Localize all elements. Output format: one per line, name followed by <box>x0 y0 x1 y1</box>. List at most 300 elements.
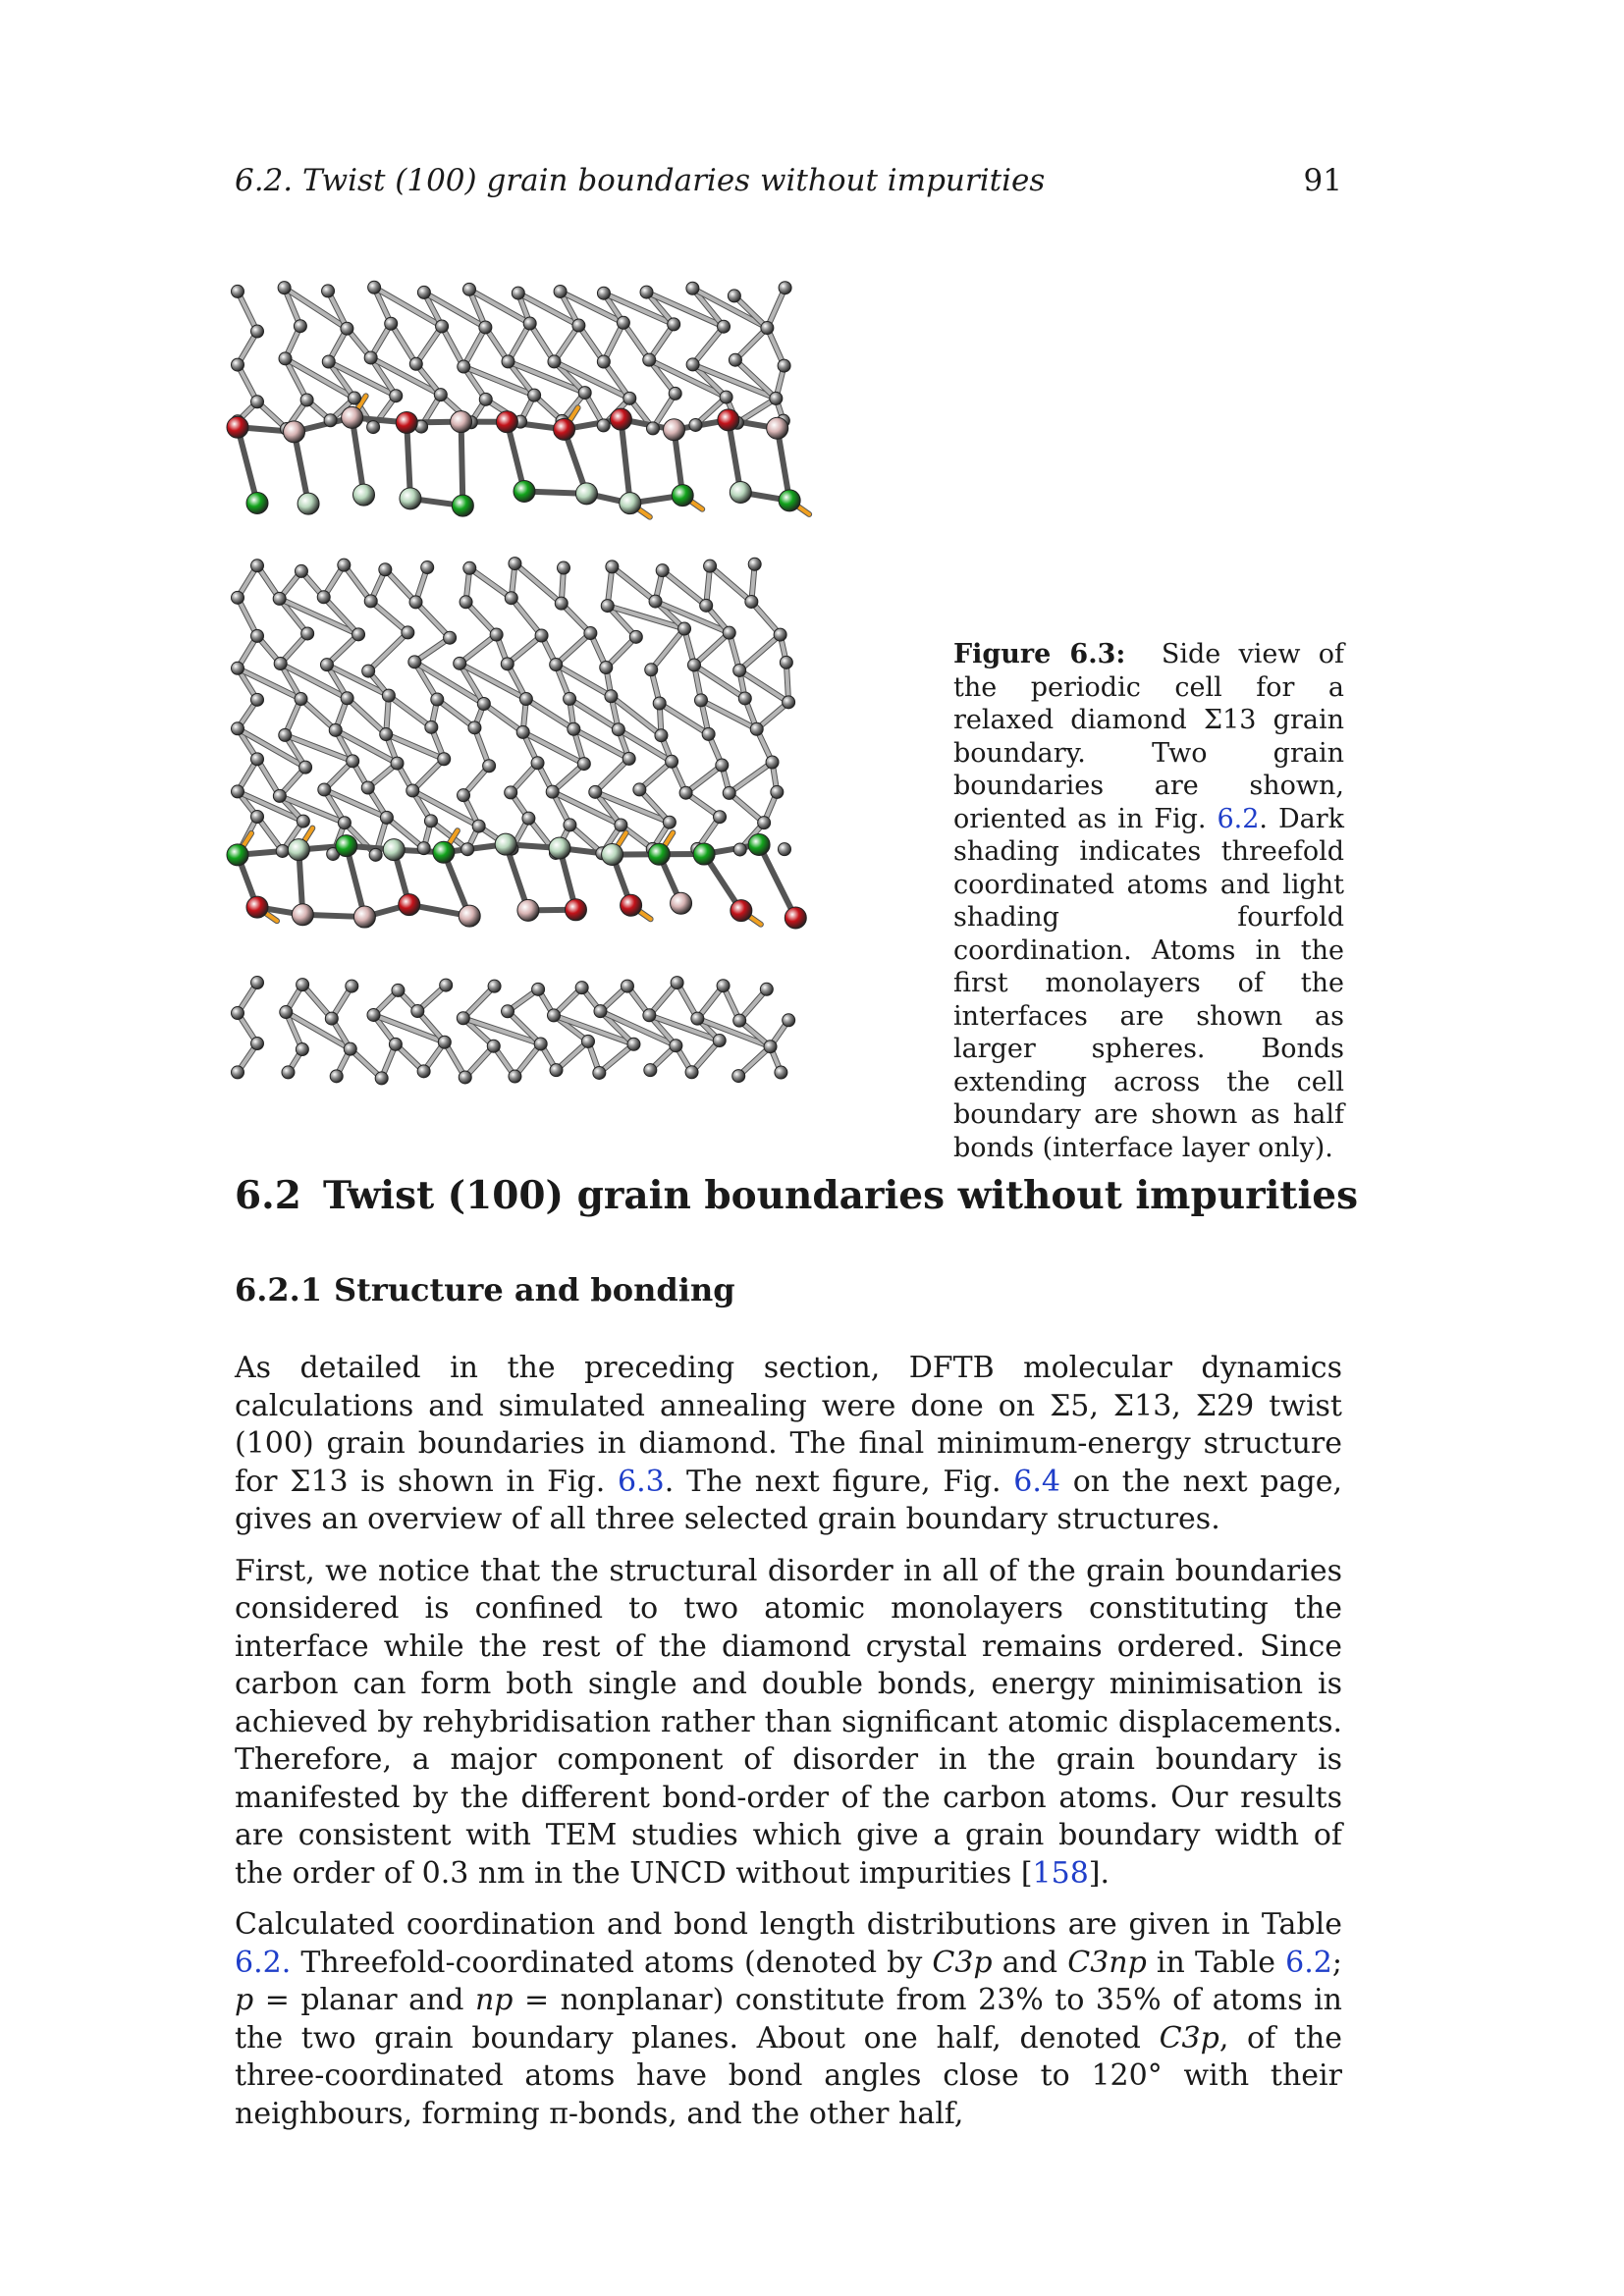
bulk-atom <box>775 1066 787 1079</box>
bulk-atom <box>324 414 337 427</box>
bulk-atom <box>406 784 419 797</box>
bulk-atom <box>282 1066 295 1079</box>
fig-6-3-link[interactable]: 6.3 <box>618 1464 665 1499</box>
paragraph-3 <box>235 1906 1342 2133</box>
bond-bulk <box>371 601 408 632</box>
interface-atom-top <box>227 416 248 438</box>
bulk-atom <box>460 596 472 609</box>
interface-atom-bottom <box>336 835 357 857</box>
bulk-atom <box>458 360 470 373</box>
bulk-atom <box>424 815 437 828</box>
bulk-atom <box>728 290 740 302</box>
bond-bulk <box>368 632 407 670</box>
bulk-atom <box>380 811 393 824</box>
bulk-atom <box>666 755 678 768</box>
bulk-atom <box>523 317 536 330</box>
bulk-atom <box>761 322 774 335</box>
bulk-atom <box>733 843 746 856</box>
interface-atom-top <box>496 411 517 433</box>
running-title: 6.2. Twist (100) grain boundaries without impurities <box>235 163 1046 198</box>
bulk-atom <box>297 815 309 828</box>
interface-atom-bottom <box>693 843 715 865</box>
bulk-atom <box>589 785 602 798</box>
bulk-atom <box>505 786 517 799</box>
bulk-atom <box>732 1070 745 1083</box>
bulk-atom <box>472 820 485 832</box>
bulk-atom <box>468 721 481 734</box>
bond-bulk <box>694 633 730 666</box>
bulk-atom <box>369 848 382 861</box>
bulk-atom <box>367 1008 380 1021</box>
bulk-atom <box>232 1066 244 1079</box>
interface-atom-bottom <box>459 905 480 927</box>
bulk-atom <box>568 722 580 735</box>
interface-atom-top <box>730 482 751 504</box>
bulk-atom <box>600 661 613 673</box>
bond-interface-bottom-outline <box>759 844 795 918</box>
bulk-atom <box>766 756 779 769</box>
p1-text-a: As detailed in the preceding section, DFTB molecular dynamics calculations and simulated annealing were done on Σ5, Σ13, Σ29 twist (100) grain boundaries in diamond. The final minimum-energy structure for Σ13 is shown in Fig. <box>235 1351 1342 1499</box>
bulk-atom <box>688 659 701 671</box>
bulk-atom <box>640 286 653 298</box>
bulk-atom <box>621 980 633 992</box>
bulk-atom <box>232 285 244 297</box>
table-6-2-link[interactable]: 6.2. <box>235 1945 292 1980</box>
bond-bulk <box>460 635 496 664</box>
bulk-atom <box>564 692 576 705</box>
interface-atom-top <box>246 492 268 513</box>
bulk-atom <box>362 665 375 677</box>
bulk-atom <box>431 693 444 706</box>
interface-atom-bottom <box>602 843 623 865</box>
bulk-atom <box>330 1070 343 1083</box>
bulk-atom <box>408 656 421 668</box>
bulk-atom <box>771 785 784 798</box>
bulk-atom <box>276 844 289 857</box>
interface-atom-top <box>451 411 472 433</box>
grain-boundary-structure <box>218 278 837 1102</box>
bulk-atom <box>417 286 430 298</box>
bulk-atom <box>623 392 636 404</box>
bulk-atom <box>779 282 791 294</box>
bulk-atom <box>729 353 741 366</box>
bulk-atom <box>578 387 591 400</box>
bulk-atom <box>411 1005 424 1018</box>
bulk-atom <box>643 353 656 366</box>
bulk-atom <box>385 317 398 330</box>
bulk-atom <box>685 1066 698 1079</box>
interface-atom-top <box>718 409 739 431</box>
bulk-atom <box>780 656 792 668</box>
bond-bulk <box>514 563 561 604</box>
citation-158-link[interactable]: 158 <box>1032 1855 1089 1891</box>
caption-fig-link[interactable]: 6.2 <box>1217 803 1260 834</box>
page-number: 91 <box>1303 163 1342 198</box>
bulk-atom <box>522 812 535 825</box>
bulk-atom <box>483 760 496 773</box>
interface-atom-bottom <box>621 894 642 916</box>
bulk-atom <box>425 721 438 733</box>
bulk-atom <box>714 811 727 824</box>
bond-bulk <box>389 696 431 727</box>
bulk-atom <box>535 629 548 642</box>
bulk-atom <box>760 983 773 995</box>
bulk-atom <box>280 1006 293 1019</box>
interface-atom-top <box>575 483 597 505</box>
bulk-atom <box>299 761 312 774</box>
c3np-term: C3np <box>1067 1945 1147 1980</box>
bulk-atom <box>352 628 365 641</box>
bulk-atom <box>279 352 292 365</box>
bulk-atom <box>531 757 544 770</box>
interface-atom-top <box>284 421 305 443</box>
p3-text-f: = nonplanar) constitute from 23% to 35% of atoms in the two grain boundary planes. About one half, denoted <box>235 1983 1342 2056</box>
interface-atom-bottom <box>671 892 692 914</box>
bulk-atom <box>502 355 514 368</box>
bulk-atom <box>279 728 292 741</box>
interface-atom-bottom <box>549 837 570 859</box>
bulk-atom <box>502 1005 514 1018</box>
bulk-atom <box>251 693 264 706</box>
section-heading <box>235 1173 1358 1218</box>
bond-bulk <box>348 698 387 734</box>
bond-bulk <box>469 568 511 598</box>
bulk-atom <box>389 1038 402 1050</box>
bulk-atom <box>322 285 335 297</box>
bulk-atom <box>644 1064 657 1077</box>
bulk-atom <box>528 389 541 401</box>
p2-text-b: ]. <box>1088 1855 1110 1891</box>
bulk-atom <box>633 783 646 796</box>
bulk-atom <box>375 1072 388 1085</box>
bulk-atom <box>488 980 501 992</box>
caption-text-rest: . Dark shading indicates threefold coordinated atoms and light shading fourfold coordination. Atoms in the first monolayers of the interfaces are shown as larger spheres. Bonds extending across the cell boundary are shown as half bonds (interface layer only). <box>953 803 1344 1163</box>
bulk-atom <box>461 843 474 856</box>
bulk-atom <box>341 322 353 335</box>
bulk-atom <box>409 596 422 609</box>
bulk-atom <box>344 1042 356 1055</box>
bulk-atom <box>778 843 790 856</box>
bond-bulk <box>416 602 451 637</box>
bulk-atom <box>232 662 244 674</box>
interface-atom-top <box>767 417 788 439</box>
bulk-atom <box>695 694 708 707</box>
bond-bulk <box>693 327 724 365</box>
bulk-atom <box>251 977 264 989</box>
interface-atom-bottom <box>748 833 770 855</box>
bulk-atom <box>338 559 351 571</box>
bulk-atom <box>463 283 476 295</box>
bulk-atom <box>670 1040 682 1052</box>
bulk-atom <box>300 394 313 406</box>
bulk-atom <box>444 631 457 644</box>
interface-atom-bottom <box>495 833 516 855</box>
bulk-atom <box>409 357 422 370</box>
bulk-atom <box>325 1012 338 1025</box>
bulk-atom <box>274 658 287 670</box>
bond-bulk <box>442 326 463 366</box>
interface-atom-top <box>342 406 363 428</box>
bulk-atom <box>723 626 735 639</box>
bond-interface-top-outline <box>621 419 629 504</box>
bulk-atom <box>301 627 314 640</box>
bulk-atom <box>671 977 683 989</box>
bulk-atom <box>554 285 567 297</box>
subsection-title: Structure and bonding <box>334 1271 735 1308</box>
interface-atom-bottom <box>731 900 752 922</box>
bulk-atom <box>720 391 732 403</box>
bulk-atom <box>593 1066 606 1079</box>
bulk-atom <box>783 1014 795 1027</box>
bulk-atom <box>597 419 610 432</box>
c3p-term-2: C3p <box>1159 2020 1219 2056</box>
bulk-atom <box>251 396 264 408</box>
fig-6-4-link[interactable]: 6.4 <box>1013 1464 1060 1499</box>
bulk-atom <box>547 1009 560 1022</box>
interface-atom-bottom <box>292 904 313 926</box>
bulk-atom <box>678 622 691 635</box>
bond-interface-top-outline <box>461 422 463 506</box>
bond-bulk <box>612 566 655 601</box>
np-term: np <box>474 1983 514 2017</box>
interface-atom-bottom <box>517 899 539 921</box>
body-text <box>235 1350 1342 2147</box>
interface-atom-top <box>779 490 800 511</box>
bulk-atom <box>438 753 451 766</box>
bulk-atom <box>380 728 393 741</box>
bulk-atom <box>778 359 790 372</box>
bond-bulk <box>710 566 751 602</box>
interface-atom-bottom <box>383 839 405 861</box>
bulk-atom <box>251 325 264 338</box>
p3-text-e: = planar and <box>253 1983 475 2017</box>
bulk-atom <box>555 597 568 610</box>
bulk-atom <box>501 658 514 670</box>
bulk-atom <box>716 759 729 772</box>
bulk-atom <box>643 1009 656 1022</box>
bulk-atom <box>629 630 642 643</box>
bulk-atom <box>691 1012 704 1025</box>
bulk-atom <box>627 1038 640 1050</box>
bulk-atom <box>597 287 610 299</box>
bond-bulk <box>730 762 773 792</box>
bond-bulk <box>595 759 628 792</box>
bulk-atom <box>505 592 517 605</box>
bulk-atom <box>457 1012 469 1025</box>
bulk-atom <box>601 600 614 613</box>
bulk-atom <box>594 1005 607 1018</box>
p1-text-b: . The next figure, Fig. <box>664 1464 1014 1499</box>
subsection-number: 6.2.1 <box>235 1271 323 1308</box>
bulk-atom <box>322 355 335 368</box>
bulk-atom <box>361 781 374 794</box>
bulk-atom <box>477 698 490 711</box>
caption-text: Side view of the periodic cell for a relaxed diamond Σ13 grain boundary. Two grain boundaries are shown, oriented as in Fig. <box>953 639 1344 834</box>
bulk-atom <box>278 282 291 294</box>
bond-bulk <box>512 598 542 635</box>
bulk-atom <box>390 390 403 402</box>
bulk-atom <box>509 558 521 570</box>
bulk-atom <box>686 282 699 294</box>
bulk-atom <box>606 561 619 573</box>
bulk-atom <box>512 287 524 299</box>
p3-text-b: Threefold-coordinated atoms (denoted by <box>291 1945 933 1980</box>
bulk-atom <box>295 564 307 577</box>
bulk-atom <box>434 389 447 401</box>
p2-text-a: First, we notice that the structural disorder in all of the grain boundaries considered is confined to two atomic monolayers constituting the interface while the rest of the diamond crystal remains ordered. Since carbon can form both single and double bonds, energy minimisation is achieved by rehybridisation rather than significant atomic displacements. Therefore, a major component of disorder in the grain boundary is manifested by the different bond-order of the carbon atoms. Our results are consistent with TEM studies which give a grain boundary width of the order of 0.3 nm in the UNCD without impurities [ <box>235 1553 1342 1891</box>
p1-text-c: on the next page, gives an overview of all three selected grain boundary structures. <box>235 1464 1342 1536</box>
bond-bulk <box>391 324 416 364</box>
bulk-atom <box>232 358 244 371</box>
bulk-atom <box>320 659 333 671</box>
paragraph-1 <box>235 1350 1342 1539</box>
bulk-atom <box>723 786 735 799</box>
section-number: 6.2 <box>235 1173 301 1218</box>
bulk-atom <box>379 563 392 576</box>
bulk-atom <box>509 1070 521 1083</box>
bulk-atom <box>713 1035 726 1047</box>
interface-atom-top <box>514 481 535 503</box>
bulk-atom <box>382 689 395 702</box>
bulk-atom <box>232 591 244 604</box>
figure-label: Figure 6.3: <box>953 639 1126 669</box>
bulk-atom <box>232 722 244 735</box>
interface-atom-bottom <box>648 843 670 865</box>
bulk-atom <box>645 664 658 676</box>
bond-bulk <box>484 704 523 732</box>
bulk-atom <box>704 560 717 572</box>
bulk-atom <box>459 1071 471 1084</box>
bulk-atom <box>440 979 453 991</box>
bulk-atom <box>615 819 627 831</box>
bulk-atom <box>750 722 763 735</box>
bulk-atom <box>295 693 307 706</box>
bulk-atom <box>402 626 414 639</box>
bulk-atom <box>748 558 761 570</box>
bulk-atom <box>770 392 783 404</box>
bulk-atom <box>487 1040 500 1052</box>
subsection-heading <box>235 1271 735 1308</box>
bulk-atom <box>232 785 244 798</box>
bulk-atom <box>581 1035 594 1047</box>
bulk-atom <box>458 789 470 802</box>
bulk-atom <box>438 1036 451 1048</box>
bonds-layer <box>238 288 809 1079</box>
p3-text-d: ; <box>1331 1945 1342 1980</box>
bulk-atom <box>338 817 351 829</box>
bulk-atom <box>417 842 430 855</box>
p3-text-c: in Table <box>1146 1945 1286 1980</box>
bulk-atom <box>421 561 434 574</box>
bulk-atom <box>364 595 377 608</box>
bulk-atom <box>251 629 264 642</box>
bulk-atom <box>318 783 331 796</box>
bulk-atom <box>646 422 659 435</box>
bulk-atom <box>273 592 286 605</box>
interface-atom-bottom <box>433 841 455 863</box>
p-term: p <box>235 1983 254 2017</box>
bulk-atom <box>557 561 569 574</box>
p3-text-and: and <box>992 1945 1068 1980</box>
bulk-atom <box>349 392 361 404</box>
bulk-atom <box>516 725 529 738</box>
interface-atom-top <box>554 418 575 440</box>
p3-text-g: , of the three-coordinated atoms have bond angles close to 120° with their neighbours, forming π-bonds, and the other half, <box>235 2020 1343 2131</box>
bulk-atom <box>733 1014 746 1027</box>
bulk-atom <box>251 811 264 824</box>
bulk-atom <box>758 817 771 829</box>
interface-atom-bottom <box>785 907 806 929</box>
p3-text-a: Calculated coordination and bond length distributions are given in Table <box>235 1907 1342 1942</box>
bulk-atom <box>702 727 715 740</box>
bulk-atom <box>550 1064 563 1077</box>
bulk-atom <box>668 318 680 331</box>
bulk-atom <box>718 320 731 333</box>
bulk-atom <box>532 983 545 995</box>
table-6-2-link-2[interactable]: 6.2 <box>1285 1945 1332 1980</box>
interface-atom-bottom <box>227 844 248 866</box>
bulk-atom <box>546 785 559 798</box>
bulk-atom <box>655 729 668 742</box>
bulk-atom <box>251 1038 264 1050</box>
bulk-atom <box>294 320 306 333</box>
bond-bulk <box>301 699 336 730</box>
bulk-atom <box>251 753 264 766</box>
bulk-atom <box>392 984 405 996</box>
bulk-atom <box>519 693 532 706</box>
bulk-atom <box>764 1041 777 1053</box>
bulk-atom <box>479 321 492 334</box>
bulk-atom <box>463 561 476 574</box>
bond-bulk <box>693 364 777 398</box>
interface-atom-top <box>353 484 375 506</box>
bulk-atom <box>391 757 404 770</box>
bulk-atom <box>296 1043 308 1056</box>
bulk-atom <box>367 421 380 434</box>
bulk-atom <box>490 628 503 641</box>
bulk-atom <box>346 980 358 992</box>
bulk-atom <box>436 320 449 333</box>
paragraph-2 <box>235 1553 1342 1894</box>
figure-6-3 <box>218 278 837 1102</box>
bulk-atom <box>617 316 629 329</box>
bulk-atom <box>368 281 381 294</box>
bulk-atom <box>417 1065 430 1078</box>
bulk-atom <box>251 560 264 572</box>
bulk-atom <box>679 786 692 799</box>
bulk-atom <box>548 355 561 368</box>
bulk-atom <box>669 387 681 400</box>
bond-bulk <box>651 629 684 670</box>
bulk-atom <box>689 418 702 431</box>
bulk-atom <box>733 664 746 676</box>
bulk-atom <box>612 723 624 736</box>
bond-bulk <box>556 633 590 665</box>
bulk-atom <box>297 979 309 991</box>
bulk-atom <box>317 591 330 604</box>
bulk-atom <box>550 659 563 671</box>
bond-bulk <box>739 635 780 670</box>
bond-interface-top-outline <box>238 427 257 503</box>
bulk-atom <box>663 816 676 828</box>
bulk-atom <box>454 657 466 669</box>
interface-atom-bottom <box>288 839 309 861</box>
bulk-atom <box>564 819 576 831</box>
bulk-atom <box>329 723 342 736</box>
bulk-atom <box>649 595 662 608</box>
bulk-atom <box>364 351 377 364</box>
interface-atom-bottom <box>246 896 268 918</box>
